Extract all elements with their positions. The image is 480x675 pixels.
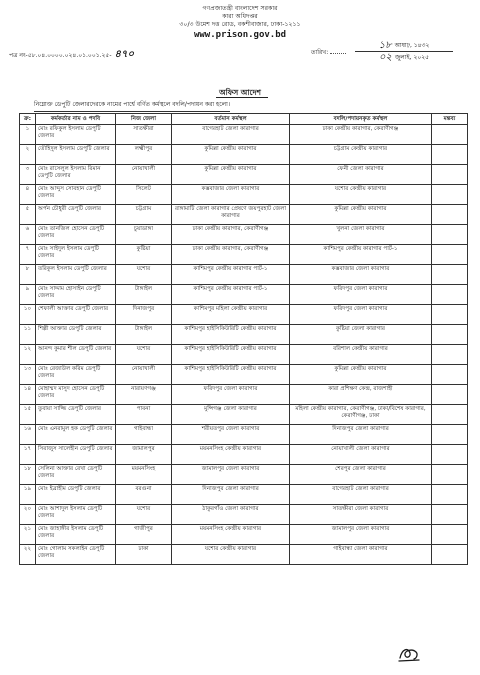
cell-remark: [432, 285, 468, 305]
table-row: [20, 525, 468, 545]
cell-name: মোঃ সাদ্দাম হোসাইন ডেপুটি জেলার: [36, 285, 116, 305]
cell-transfer-post: কুষ্টিয়া জেলা কারাগার: [290, 325, 432, 345]
cell-home-district: ময়মনসিংহ: [116, 465, 172, 485]
cell-home-district: পাবনা: [116, 405, 172, 425]
date-block: [349, 40, 459, 63]
cell-serial: ১৪: [20, 385, 36, 405]
table-row: [20, 145, 468, 165]
cell-name: মোঃ সাইদুল ইসলাম ডেপুটি জেলার: [36, 245, 116, 265]
date-english: জুলাই, ২০২৫: [394, 54, 430, 61]
cell-transfer-post: কারা প্রশিক্ষণ কেন্দ্র, রাজশাহী: [290, 385, 432, 405]
cell-home-district: যশোর: [116, 265, 172, 285]
cell-remark: [432, 525, 468, 545]
cell-serial: ১০: [20, 305, 36, 325]
cell-remark: [432, 205, 468, 225]
table-row: [20, 465, 468, 485]
cell-transfer-post: জামালপুর জেলা কারাগার: [290, 525, 432, 545]
cell-serial: ১২: [20, 345, 36, 365]
cell-serial: ১৭: [20, 445, 36, 465]
cell-remark: [432, 425, 468, 445]
table-row: [20, 405, 468, 425]
table-row: [20, 165, 468, 185]
order-title: অফিস আদেশ: [219, 88, 261, 97]
cell-serial: ৬: [20, 225, 36, 245]
cell-remark: [432, 145, 468, 165]
cell-name: মোঃ গোলাম সকলাইন ডেপুটি জেলার: [36, 545, 116, 565]
cell-home-district: টাঙ্গাইল: [116, 325, 172, 345]
cell-remark: [432, 245, 468, 265]
cell-home-district: যশোর: [116, 505, 172, 525]
cell-transfer-post: নোয়াখালী জেলা কারাগার: [290, 445, 432, 465]
cell-current-post: কক্সবাজার জেলা কারাগার: [172, 185, 290, 205]
cell-serial: ৩: [20, 165, 36, 185]
table-row: [20, 225, 468, 245]
cell-home-district: কুষ্টিয়া: [116, 245, 172, 265]
cell-current-post: ময়মনসিংহ কেন্দ্রীয় কারাগার: [172, 445, 290, 465]
intro-text: নিম্নোক্ত ডেপুটি জেলারদেরকে নামের পার্শ্বে বর্ণিত কর্মস্থলে বদলি/পদায়ন করা হলো।: [34, 99, 230, 112]
table-row: [20, 185, 468, 205]
cell-name: শেফালী আক্তার ডেপুটি জেলার: [36, 305, 116, 325]
cell-remark: [432, 385, 468, 405]
cell-serial: ১৫: [20, 405, 36, 425]
col-header-name: কর্মকর্তার নাম ও পদবি: [36, 114, 116, 125]
cell-current-post: ময়মনসিংহ কেন্দ্রীয় কারাগার: [172, 525, 290, 545]
cell-current-post: বাগেরহাট জেলা কারাগার: [172, 125, 290, 145]
table-row: [20, 425, 468, 445]
cell-home-district: নারায়ণগঞ্জ: [116, 385, 172, 405]
cell-serial: ৮: [20, 265, 36, 285]
cell-current-post: কাশিমপুর মহিলা কেন্দ্রীয় কারাগার: [172, 305, 290, 325]
cell-home-district: ঢাকা: [116, 545, 172, 565]
cell-current-post: কাশিমপুর হাইসিকিউরিটি কেন্দ্রীয় কারাগার: [172, 325, 290, 345]
date-label: তারিখ:: [311, 49, 329, 56]
cell-home-district: নোয়াখালী: [116, 365, 172, 385]
cell-serial: ১৮: [20, 465, 36, 485]
cell-serial: ২১: [20, 525, 36, 545]
cell-name: মোঃ জাহাঙ্গীর ইসলাম ডেপুটি জেলার: [36, 525, 116, 545]
cell-transfer-post: দিনাজপুর জেলা কারাগার: [290, 425, 432, 445]
cell-current-post: ঠাকুরগাঁও জেলা কারাগার: [172, 505, 290, 525]
table-row: [20, 125, 468, 145]
cell-home-district: গাইবান্ধা: [116, 425, 172, 445]
cell-current-post: দিনাজপুর জেলা কারাগার: [172, 485, 290, 505]
cell-home-district: চুয়াডাঙ্গা: [116, 225, 172, 245]
cell-remark: [432, 485, 468, 505]
cell-name: সেলিনা আক্তার রেখা ডেপুটি জেলার: [36, 465, 116, 485]
table-row: [20, 305, 468, 325]
cell-transfer-post: কুমিল্লা কেন্দ্রীয় কারাগার: [290, 205, 432, 225]
cell-remark: [432, 545, 468, 565]
cell-serial: ১৬: [20, 425, 36, 445]
cell-name: মোঃ রেজাউল করিম ডেপুটি জেলার: [36, 365, 116, 385]
cell-current-post: কাশিমপুর হাইসিকিউরিটি কেন্দ্রীয় কারাগার: [172, 365, 290, 385]
cell-remark: [432, 265, 468, 285]
address-header: ৩০/৩ উমেশ দত্ত রোড, বকশীবাজার, ঢাকা-১২১১: [179, 21, 301, 28]
date-english-day: ০২: [378, 52, 392, 63]
cell-name: মোঃ তানজিল হোসেন ডেপুটি জেলার: [36, 225, 116, 245]
cell-current-post: ঢাকা কেন্দ্রীয় কারাগার, কেরাণীগঞ্জ: [172, 225, 290, 245]
table-row: [20, 325, 468, 345]
cell-transfer-post: চট্টগ্রাম কেন্দ্রীয় কারাগার: [290, 145, 432, 165]
cell-name: সিরাজুস সালেহীন ডেপুটি জেলার: [36, 445, 116, 465]
cell-current-post: কাশিমপুর কেন্দ্রীয় কারাগার পার্ট-১: [172, 285, 290, 305]
table-row: [20, 245, 468, 265]
cell-transfer-post: সাতক্ষীরা জেলা কারাগার: [290, 505, 432, 525]
cell-current-post: ঢাকা কেন্দ্রীয় কারাগার, কেরাণীগঞ্জ: [172, 245, 290, 265]
table-row: [20, 265, 468, 285]
cell-serial: ৯: [20, 285, 36, 305]
cell-remark: [432, 345, 468, 365]
table-row: [20, 345, 468, 365]
cell-name: শিল্পী আক্তার ডেপুটি জেলার: [36, 325, 116, 345]
cell-serial: ১১: [20, 325, 36, 345]
memo-number-handwritten: ৪৭০: [114, 49, 134, 60]
cell-home-district: লক্ষ্মীপুর: [116, 145, 172, 165]
cell-remark: [432, 125, 468, 145]
cell-remark: [432, 405, 468, 425]
cell-current-post: জামালপুর জেলা কারাগার: [172, 465, 290, 485]
date-dotted-line: [330, 53, 346, 54]
col-header-transfer-post: বদলি/পদায়নকৃত কর্মস্থল: [290, 114, 432, 125]
table-row: [20, 505, 468, 525]
col-header-current-post: বর্তমান কর্মস্থল: [172, 114, 290, 125]
cell-transfer-post: শেরপুর জেলা কারাগার: [290, 465, 432, 485]
cell-home-district: বরগুনা: [116, 485, 172, 505]
cell-home-district: জামালপুর: [116, 445, 172, 465]
cell-home-district: টাঙ্গাইল: [116, 285, 172, 305]
cell-remark: [432, 365, 468, 385]
cell-home-district: চট্টগ্রাম: [116, 205, 172, 225]
cell-current-post: মুন্সিগঞ্জ জেলা কারাগার: [172, 405, 290, 425]
cell-remark: [432, 225, 468, 245]
cell-remark: [432, 185, 468, 205]
table-header-row: [20, 114, 468, 125]
cell-home-district: দিনাজপুর: [116, 305, 172, 325]
cell-remark: [432, 305, 468, 325]
cell-name: মোঃ ইব্রাহীম ডেপুটি জেলার: [36, 485, 116, 505]
table-row: [20, 285, 468, 305]
memo-number: [9, 47, 134, 64]
cell-current-post: শরীয়তপুর জেলা কারাগার: [172, 425, 290, 445]
cell-name: মোহাম্মদ মাসুদ হোসেন ডেপুটি জেলার: [36, 385, 116, 405]
cell-transfer-post: ফেনী জেলা কারাগার: [290, 165, 432, 185]
cell-transfer-post: কক্সবাজার জেলা কারাগার: [290, 265, 432, 285]
cell-remark: [432, 465, 468, 485]
cell-name: মোঃ রফিকুল ইসলাম ডেপুটি জেলার: [36, 125, 116, 145]
website-link[interactable]: www.prison.gov.bd: [193, 30, 287, 40]
cell-serial: ৫: [20, 205, 36, 225]
cell-current-post: কাশিমপুর হাইসিকিউরিটি কেন্দ্রীয় কারাগার: [172, 345, 290, 365]
cell-current-post: ফরিদপুর জেলা কারাগার: [172, 385, 290, 405]
cell-current-post: কুমিল্লা কেন্দ্রীয় কারাগার: [172, 145, 290, 165]
cell-home-district: সিলেট: [116, 185, 172, 205]
col-header-remark: মন্তব্য: [432, 114, 468, 125]
col-header-serial: ক্র:: [20, 114, 36, 125]
table-row: [20, 485, 468, 505]
cell-current-post: কাশিমপুর কেন্দ্রীয় কারাগার পার্ট-১: [172, 265, 290, 285]
cell-current-post: যশোর কেন্দ্রীয় কারাগার: [172, 545, 290, 565]
cell-current-post: কুমিল্লা কেন্দ্রীয় কারাগার: [172, 165, 290, 185]
cell-transfer-post: কুমিল্লা কেন্দ্রীয় কারাগার: [290, 365, 432, 385]
govt-header: গণপ্রজাতন্ত্রী বাংলাদেশ সরকার: [202, 5, 278, 12]
cell-transfer-post: বরিশাল কেন্দ্রীয় কারাগার: [290, 345, 432, 365]
cell-transfer-post: গাইবান্ধা জেলা কারাগার: [290, 545, 432, 565]
table-row: [20, 385, 468, 405]
cell-serial: ২২: [20, 545, 36, 565]
cell-transfer-post: খুলনা জেলা কারাগার: [290, 225, 432, 245]
transfer-table: [19, 113, 468, 565]
memo-number-text: পত্র নং-৫৮.০৪.০০০০.০২৪.০১.০০১.২৫-: [9, 52, 112, 59]
col-header-home-district: নিজ জেলা: [116, 114, 172, 125]
cell-serial: ৭: [20, 245, 36, 265]
table-row: [20, 445, 468, 465]
cell-transfer-post: ফরিদপুর জেলা কারাগার: [290, 305, 432, 325]
cell-home-district: নোয়াখালী: [116, 165, 172, 185]
cell-name: তরিকুল ইসলাম ডেপুটি জেলার: [36, 265, 116, 285]
cell-remark: [432, 325, 468, 345]
cell-home-district: সাতক্ষীরা: [116, 125, 172, 145]
cell-name: আনন্দ কুমার শীল ডেপুটি জেলার: [36, 345, 116, 365]
cell-serial: ৪: [20, 185, 36, 205]
date-bangla-day: ১৮: [378, 40, 392, 51]
table-body: [20, 125, 468, 565]
cell-serial: ২: [20, 145, 36, 165]
signature-mark: [396, 644, 422, 664]
cell-serial: ২০: [20, 505, 36, 525]
cell-transfer-post: ফরিদপুর জেলা কারাগার: [290, 285, 432, 305]
cell-serial: ১: [20, 125, 36, 145]
department-header: কারা অধিদপ্তর: [222, 13, 258, 20]
cell-remark: [432, 165, 468, 185]
cell-name: মোঃ এনরামুল হক ডেপুটি জেলার: [36, 425, 116, 445]
cell-name: মোঃ আশাদুল ইসলাম ডেপুটি জেলার: [36, 505, 116, 525]
cell-name: মোঃ আব্দুস সোবহান ডেপুটি জেলার: [36, 185, 116, 205]
cell-remark: [432, 505, 468, 525]
date-bangla: আষাঢ়, ১৪৩২: [394, 42, 430, 49]
cell-serial: ১৩: [20, 365, 36, 385]
cell-name: অর্পন চৌধুরী ডেপুটি জেলার: [36, 205, 116, 225]
cell-name: তৌহিদুল ইসলাম ডেপুটি জেলার: [36, 145, 116, 165]
cell-remark: [432, 445, 468, 465]
table-row: [20, 545, 468, 565]
table-row: [20, 365, 468, 385]
cell-current-post: রাঙ্গামাটি জেলা কারাগার প্রেষণে জয়পুরহাট জেলা কারাগার: [172, 205, 290, 225]
table-row: [20, 205, 468, 225]
cell-home-district: যশোর: [116, 345, 172, 365]
cell-transfer-post: মহিলা কেন্দ্রীয় কারাগার, কেরাণীগঞ্জ, ঢাকা/বিশেষ কারাগার, কেরাণীগঞ্জ, ঢাকা: [290, 405, 432, 425]
cell-transfer-post: কাশিমপুর কেন্দ্রীয় কারাগার পার্ট-১: [290, 245, 432, 265]
cell-serial: ১৯: [20, 485, 36, 505]
cell-name: তুবায়া সাজ্জি ডেপুটি জেলার: [36, 405, 116, 425]
cell-transfer-post: যশোর কেন্দ্রীয় কারাগার: [290, 185, 432, 205]
cell-transfer-post: বাগেরহাট জেলা কারাগার: [290, 485, 432, 505]
cell-name: মোঃ রাসেলুল ইসলাম রিমান ডেপুটি জেলার: [36, 165, 116, 185]
order-title-underline: [216, 97, 268, 98]
cell-transfer-post: ঢাকা কেন্দ্রীয় কারাগার, কেরাণীগঞ্জ: [290, 125, 432, 145]
cell-home-district: গাজীপুর: [116, 525, 172, 545]
